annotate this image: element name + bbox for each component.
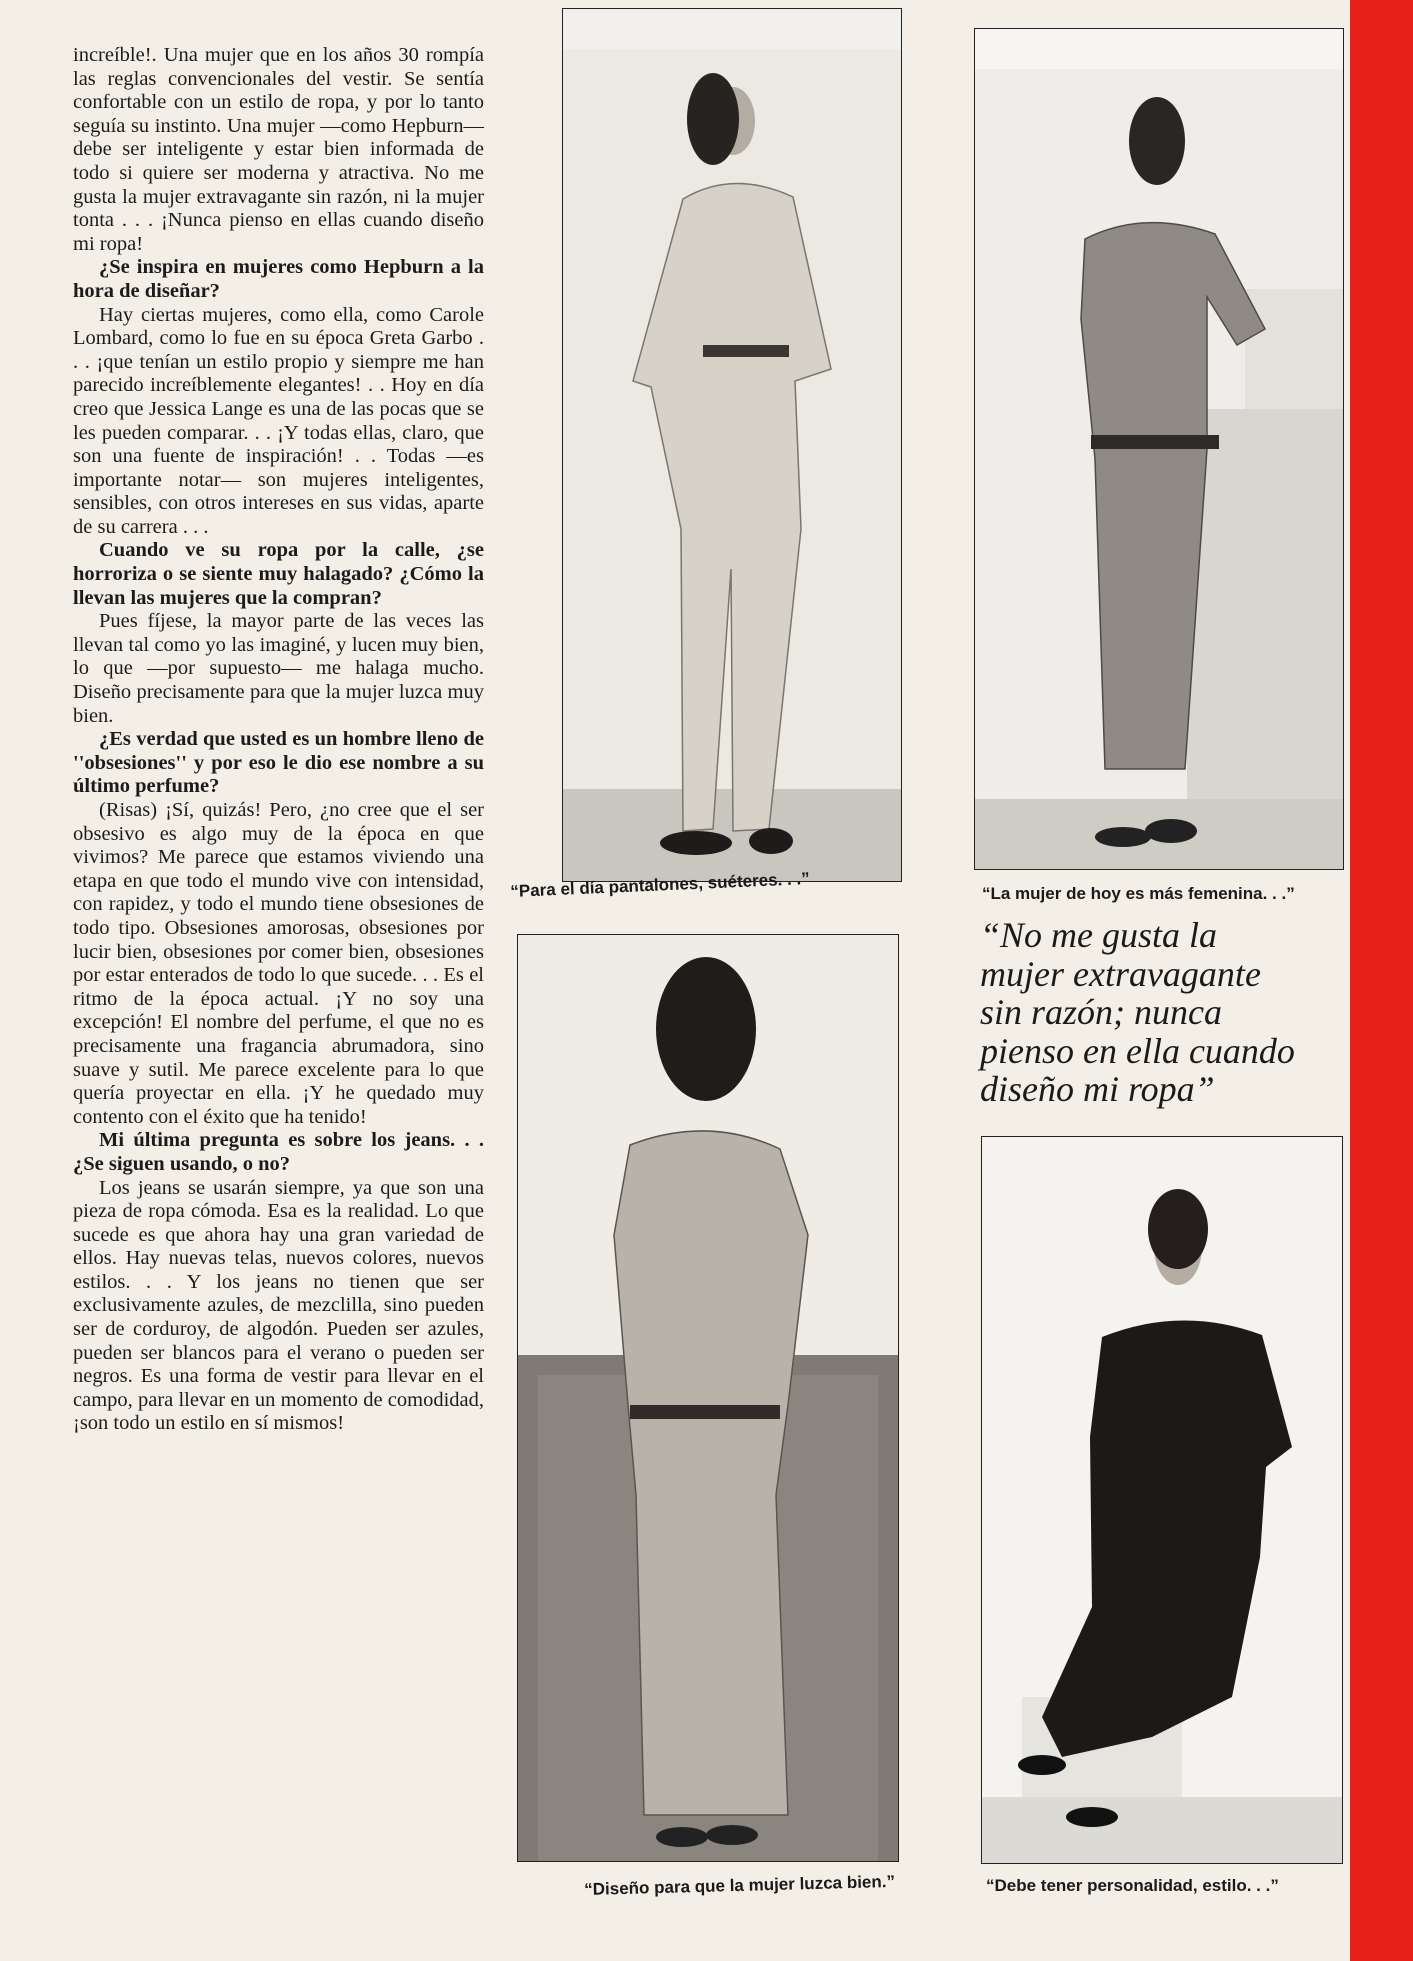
- paragraph-answer: Los jeans se usarán siempre, ya que son una pieza de ropa cómoda. Esa es la realidad. Lo que sucede es que ahora hay una gran variedad de ellos. Hay nuevas telas, nuevos colores, nuevos estilos. . . Y los jeans no tienen que ser exclusivamente azules, de mezclilla, sino pueden ser de corduroy, de algodón. Pueden ser azules, pueden ser blancos para el verano o pueden ser negros. Es una forma de vestir para llevar en el campo, para llevar en un momento de comodidad, ¡son todo un estilo en sí mismos!: [73, 1176, 484, 1435]
- pull-quote-line: “No me gusta la: [980, 915, 1218, 955]
- photo-pantsuit: [562, 8, 902, 882]
- pull-quote-line: diseño mi ropa”: [980, 1069, 1215, 1109]
- pull-quote: [980, 916, 1340, 1109]
- paragraph-question: ¿Es verdad que usted es un hombre lleno de ''obsesiones'' y por eso le dio ese nombre a su último perfume?: [73, 728, 484, 798]
- paragraph-answer: increíble!. Una mujer que en los años 30 rompía las reglas convencionales del vestir. Se sentía confortable con un estilo de ropa, y por lo tanto seguía su instinto. Una mujer —como Hepburn— debe ser inteligente y estar bien informada de todo si quiere ser moderna y atractiva. No me gusta la mujer extravagante sin razón, ni la mujer tonta . . . ¡Nunca pienso en ellas cuando diseño mi ropa!: [73, 44, 484, 255]
- caption-photo-pantsuit: “Para el día pantalones, suéteres. . .”: [510, 868, 811, 901]
- caption-photo-dark-outfit: “Debe tener personalidad, estilo. . .”: [986, 1876, 1279, 1895]
- photo-sweater-skirt: [517, 934, 899, 1862]
- caption-photo-knit-dress: “La mujer de hoy es más femenina. . .”: [982, 884, 1295, 903]
- paragraph-answer: Pues fíjese, la mayor parte de las veces las llevan tal como yo las imaginé, y lucen muy bien, lo que —por supuesto— me halaga mucho. Diseño precisamente para que la mujer luzca muy bien.: [73, 610, 484, 727]
- photo-dark-outfit: [981, 1136, 1343, 1864]
- paragraph-question: Mi última pregunta es sobre los jeans. . . ¿Se siguen usando, o no?: [73, 1129, 484, 1175]
- paragraph-answer: (Risas) ¡Sí, quizás! Pero, ¿no cree que el ser obsesivo es algo muy de la época en que vivimos? Me parece que estamos viviendo una etapa en que todo el mundo vive con intensidad, con rapidez, y todo el mundo tiene obsesiones de todo tipo. Obsesiones amorosas, obsesiones por lucir bien, obsesiones por comer bien, obsesiones por estar enterados de todo lo que sucede. . . Es el ritmo de la época actual. ¡Y no soy una excepción! El nombre del perfume, el que no es precisamente una fragancia abrumadora, sino suave y sutil. Me parece excelente para lo que quería proyectar en ella. ¡Y he quedado muy contento con el éxito que ha tenido!: [73, 799, 484, 1128]
- photo-knit-dress: [974, 28, 1344, 870]
- paragraph-question: Cuando ve su ropa por la calle, ¿se horroriza o se siente muy halagado? ¿Cómo la llevan las mujeres que la compran?: [73, 539, 484, 609]
- paragraph-question: ¿Se inspira en mujeres como Hepburn a la hora de diseñar?: [73, 256, 484, 302]
- pull-quote-line: pienso en ella cuando: [980, 1030, 1295, 1071]
- pull-quote-line: mujer extravagante: [980, 953, 1261, 994]
- pull-quote-line: sin razón; nunca: [980, 992, 1222, 1032]
- paragraph-answer: Hay ciertas mujeres, como ella, como Carole Lombard, como lo fue en su época Greta Garbo . . . ¡que tenían un estilo propio y siempre me han parecido increíblemente elegantes! . . Hoy en día creo que Jessica Lange es una de las pocas que se les pueden comparar. . . ¡Y todas ellas, claro, que son una fuente de inspiración! . . Todas —es importante notar— son mujeres inteligentes, sensibles, con otros intereses en sus vidas, aparte de su carrera . . .: [73, 303, 484, 538]
- caption-photo-sweater-skirt: “Diseño para que la mujer luzca bien.”: [584, 1871, 896, 1899]
- article-text-column: [73, 44, 484, 1436]
- red-edge-strip: [1350, 0, 1413, 1961]
